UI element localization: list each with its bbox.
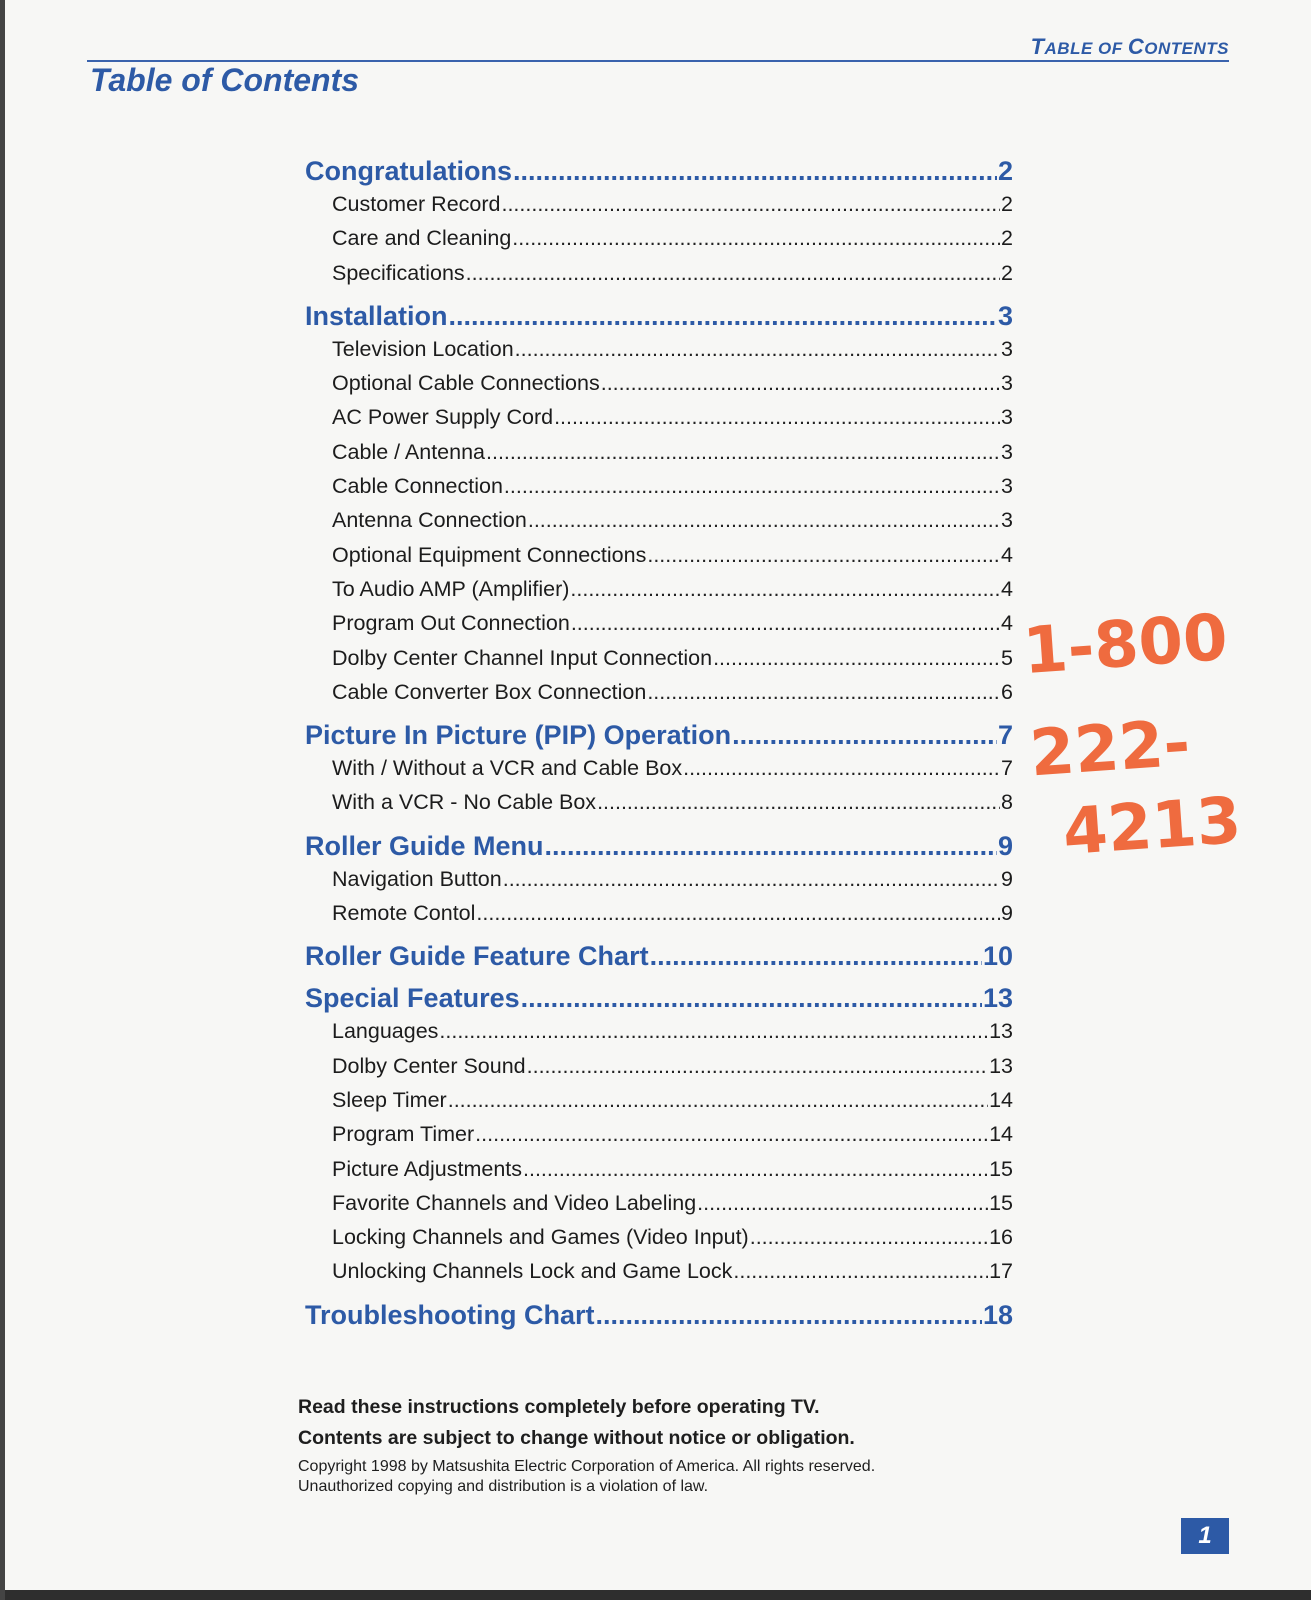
toc-entry-label: Roller Guide Menu bbox=[305, 830, 544, 861]
dot-leader bbox=[521, 983, 982, 1014]
toc-page-number: 7 bbox=[997, 720, 1013, 751]
toc-subentry bbox=[305, 261, 1013, 295]
toc-section-entry bbox=[305, 831, 1013, 867]
dot-leader bbox=[545, 831, 997, 862]
copyright-text: Copyright 1998 by Matsushita Electric Corporation of America. All rights reserved. bbox=[298, 1458, 876, 1475]
toc-subentry bbox=[305, 1019, 1013, 1053]
dot-leader bbox=[523, 1157, 988, 1182]
toc-entry-label: Troubleshooting Chart bbox=[305, 1299, 595, 1330]
toc-page-number: 4 bbox=[1001, 611, 1013, 636]
toc-subentry bbox=[305, 1191, 1013, 1225]
toc-section-entry bbox=[305, 720, 1013, 756]
toc-subentry bbox=[305, 901, 1013, 935]
toc-subentry bbox=[305, 226, 1013, 260]
toc-subentry bbox=[305, 867, 1013, 901]
dot-leader bbox=[713, 646, 1000, 671]
toc-entry-label: To Audio AMP (Amplifier) bbox=[332, 576, 570, 601]
toc-subentry bbox=[305, 543, 1013, 577]
toc-entry-label: Cable / Antenna bbox=[332, 439, 486, 464]
toc-page-number: 2 bbox=[997, 156, 1013, 186]
toc-entry-label: Dolby Center Sound bbox=[332, 1053, 526, 1078]
dot-leader bbox=[750, 1225, 988, 1250]
toc-entry-label: Roller Guide Feature Chart bbox=[305, 941, 649, 972]
dot-leader bbox=[733, 1259, 988, 1284]
toc-entry-label: Program Timer bbox=[332, 1122, 475, 1147]
toc-subentry bbox=[305, 577, 1013, 611]
toc-page-number: 3 bbox=[1001, 474, 1013, 499]
handwritten-phone-line-3: 4213 bbox=[1060, 783, 1244, 871]
toc-page-number: 4 bbox=[1001, 576, 1013, 601]
toc-entry-label: With a VCR - No Cable Box bbox=[332, 790, 597, 815]
toc-section-entry bbox=[305, 156, 1013, 192]
toc-page-number: 13 bbox=[989, 1019, 1013, 1044]
scan-bottom-edge bbox=[5, 1590, 1311, 1600]
toc-subentry bbox=[305, 1157, 1013, 1191]
toc-entry-label: Picture Adjustments bbox=[332, 1156, 523, 1181]
toc-subentry bbox=[305, 1054, 1013, 1088]
toc-entry-label: Navigation Button bbox=[332, 866, 502, 891]
toc-page-number: 5 bbox=[1001, 645, 1013, 670]
dot-leader bbox=[501, 192, 1000, 217]
notice-read-instructions: Read these instructions completely before operating TV. bbox=[298, 1396, 820, 1418]
dot-leader bbox=[513, 156, 997, 187]
toc-entry-label: Special Features bbox=[305, 983, 520, 1014]
toc-entry-label: Locking Channels and Games (Video Input) bbox=[332, 1225, 749, 1250]
toc-section-entry bbox=[305, 1300, 1013, 1336]
toc-page-number: 2 bbox=[1001, 192, 1013, 216]
toc-entry-label: Cable Converter Box Connection bbox=[332, 679, 647, 704]
toc-entry-label: AC Power Supply Cord bbox=[332, 405, 554, 430]
toc-entry-label: Favorite Channels and Video Labeling bbox=[332, 1190, 697, 1215]
dot-leader bbox=[571, 611, 1000, 636]
notice-subject-to-change: Contents are subject to change without notice or obligation. bbox=[298, 1427, 855, 1449]
toc-entry-label: With / Without a VCR and Cable Box bbox=[332, 756, 683, 781]
dot-leader bbox=[476, 901, 1000, 926]
toc-page-number: 14 bbox=[989, 1122, 1013, 1147]
handwritten-phone-line-1: 1-800 bbox=[1020, 600, 1231, 690]
dot-leader bbox=[439, 1019, 988, 1044]
toc-subentry bbox=[305, 508, 1013, 542]
dot-leader bbox=[528, 508, 1000, 533]
dot-leader bbox=[503, 867, 1000, 892]
toc-subentry bbox=[305, 405, 1013, 439]
dot-leader bbox=[683, 756, 1000, 781]
toc-subentry bbox=[305, 192, 1013, 226]
toc-entry-label: Installation bbox=[305, 300, 448, 331]
toc-entry-label: Congratulations bbox=[305, 156, 512, 186]
toc-page-number: 3 bbox=[1001, 508, 1013, 533]
toc-subentry bbox=[305, 790, 1013, 824]
toc-page-number: 18 bbox=[982, 1299, 1013, 1330]
dot-leader bbox=[697, 1191, 988, 1216]
section-header-label-part: T bbox=[1030, 34, 1045, 59]
dot-leader bbox=[504, 474, 1000, 499]
toc-entry-label: Dolby Center Channel Input Connection bbox=[332, 645, 713, 670]
dot-leader bbox=[554, 405, 1000, 430]
toc-subentry bbox=[305, 337, 1013, 371]
toc-page-number: 2 bbox=[1001, 226, 1013, 251]
toc-entry-label: Cable Connection bbox=[332, 474, 503, 499]
toc-page-number: 6 bbox=[1001, 679, 1013, 704]
toc-page-number: 9 bbox=[1001, 901, 1013, 926]
toc-subentry bbox=[305, 646, 1013, 680]
toc-entry-label: Customer Record bbox=[332, 192, 501, 216]
toc-page-number: 3 bbox=[1001, 439, 1013, 464]
toc-entry-label: Remote Contol bbox=[332, 901, 476, 926]
dot-leader bbox=[449, 301, 997, 332]
toc-page-number: 3 bbox=[997, 300, 1013, 331]
toc-page-number: 3 bbox=[1001, 371, 1013, 396]
toc-page-number: 17 bbox=[989, 1259, 1013, 1284]
dot-leader bbox=[596, 1300, 982, 1331]
toc-page-number: 14 bbox=[989, 1087, 1013, 1112]
toc-subentry bbox=[305, 611, 1013, 645]
toc-page-number: 16 bbox=[989, 1225, 1013, 1250]
dot-leader bbox=[512, 226, 1000, 251]
toc-subentry bbox=[305, 474, 1013, 508]
toc-subentry bbox=[305, 680, 1013, 714]
toc-subentry bbox=[305, 440, 1013, 474]
copying-warning-text: Unauthorized copying and distribution is a violation of law. bbox=[298, 1478, 709, 1495]
toc-subentry bbox=[305, 1225, 1013, 1259]
dot-leader bbox=[570, 577, 1000, 602]
toc-entry-label: Care and Cleaning bbox=[332, 226, 512, 251]
toc-entry-label: Optional Cable Connections bbox=[332, 371, 600, 396]
dot-leader bbox=[732, 720, 997, 751]
toc-entry-label: Optional Equipment Connections bbox=[332, 542, 647, 567]
toc-page-number: 4 bbox=[1001, 542, 1013, 567]
toc-entry-label: Sleep Timer bbox=[332, 1087, 447, 1112]
toc-entry-label: Television Location bbox=[332, 336, 514, 361]
dot-leader bbox=[647, 543, 1000, 568]
table-of-contents bbox=[305, 150, 1013, 1336]
toc-entry-label: Antenna Connection bbox=[332, 508, 527, 533]
toc-page-number: 10 bbox=[982, 941, 1013, 972]
toc-page-number: 15 bbox=[989, 1190, 1013, 1215]
toc-subentry bbox=[305, 756, 1013, 790]
toc-subentry bbox=[305, 371, 1013, 405]
toc-page-number: 2 bbox=[1001, 260, 1013, 285]
toc-page-number: 3 bbox=[1001, 405, 1013, 430]
toc-subentry bbox=[305, 1122, 1013, 1156]
toc-page-number: 9 bbox=[997, 830, 1013, 861]
toc-subentry bbox=[305, 1088, 1013, 1122]
toc-page-number: 7 bbox=[1001, 756, 1013, 781]
handwritten-phone-line-2: 222- bbox=[1027, 706, 1193, 792]
dot-leader bbox=[486, 440, 1000, 465]
dot-leader bbox=[527, 1054, 988, 1079]
dot-leader bbox=[650, 941, 982, 972]
toc-subentry bbox=[305, 1259, 1013, 1293]
dot-leader bbox=[515, 337, 1000, 362]
toc-entry-label: Languages bbox=[332, 1019, 439, 1044]
toc-page-number: 13 bbox=[982, 983, 1013, 1014]
toc-page-number: 8 bbox=[1001, 790, 1013, 815]
toc-entry-label: Picture In Picture (PIP) Operation bbox=[305, 720, 732, 751]
dot-leader bbox=[466, 261, 1000, 286]
toc-section-entry bbox=[305, 983, 1013, 1019]
dot-leader bbox=[647, 680, 1000, 705]
dot-leader bbox=[597, 790, 1000, 815]
section-header-label-part: ABLE OF bbox=[1044, 39, 1128, 58]
toc-page-number: 9 bbox=[1001, 866, 1013, 891]
dot-leader bbox=[601, 371, 1000, 396]
dot-leader bbox=[448, 1088, 988, 1113]
toc-page-number: 15 bbox=[989, 1156, 1013, 1181]
page-number-badge: 1 bbox=[1181, 1518, 1229, 1554]
section-header-label-part: ONTENTS bbox=[1144, 39, 1229, 58]
dot-leader bbox=[475, 1122, 988, 1147]
toc-entry-label: Unlocking Channels Lock and Game Lock bbox=[332, 1259, 733, 1284]
page-title: Table of Contents bbox=[90, 62, 360, 98]
toc-entry-label: Program Out Connection bbox=[332, 611, 570, 636]
toc-section-entry bbox=[305, 941, 1013, 977]
section-header-label-part: C bbox=[1127, 34, 1145, 59]
toc-entry-label: Specifications bbox=[332, 260, 465, 285]
toc-section-entry bbox=[305, 301, 1013, 337]
toc-page-number: 3 bbox=[1001, 336, 1013, 361]
toc-page-number: 13 bbox=[989, 1053, 1013, 1078]
notes-block bbox=[298, 1396, 875, 1496]
section-header-label bbox=[1031, 34, 1229, 60]
